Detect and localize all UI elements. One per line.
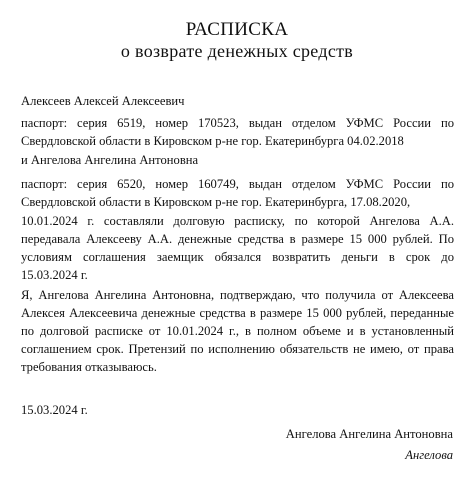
creditor-passport-line-1: паспорт: серия 6520, номер 160749, выдан отделом УФМС России по (21, 177, 454, 191)
confirmation-paragraph-line-1: Я, Ангелова Ангелина Антоновна, подтверждаю, что получила от Алексеева (21, 288, 454, 302)
debtor-passport-line-2: Свердловской области в Кировском р-не гор. Екатеринбурга 04.02.2018 (21, 134, 404, 148)
creditor-passport (21, 175, 454, 211)
document-date-text: 15.03.2024 г. (21, 403, 88, 417)
confirmation-paragraph-line-3: по долговой расписке от 10.01.2024 г., в полном объеме и в установленный (21, 324, 454, 338)
confirmation-paragraph-line-2: Алексея Алексеевича денежные средства в размере 15 000 рублей, переданные (21, 306, 454, 320)
document-title: РАСПИСКА (185, 19, 289, 40)
confirmation-paragraph-line-5: требования отказываюсь. (21, 360, 157, 374)
signatory-name: Ангелова Ангелина Антоновна (285, 427, 453, 441)
confirmation-paragraph-line-4: соглашением срок. Претензий по исполнению обязательств не имею, от права (21, 342, 454, 356)
debtor-passport (21, 114, 454, 150)
loan-paragraph-line-2: передавала Алексееву А.А. денежные средства в размере 15 000 рублей. По (21, 232, 454, 246)
debtor-passport-line-1: паспорт: серия 6519, номер 170523, выдан отделом УФМС России по (21, 116, 454, 130)
document-subtitle: о возврате денежных средств (120, 41, 354, 61)
loan-paragraph-line-1: 10.01.2024 г. составляли долговую расписку, по которой Ангелова А.А. (21, 214, 454, 228)
confirmation-paragraph (21, 286, 454, 376)
document-date (21, 401, 454, 419)
creditor-intro-text: и Ангелова Ангелина Антоновна (21, 153, 199, 167)
debtor-name (21, 92, 454, 110)
creditor-passport-line-2: Свердловской области в Кировском р-не гор. Екатеринбурга, 17.08.2020, (21, 195, 411, 209)
loan-paragraph-line-3: условиям соглашения заемщик обязался возвратить деньги в срок до (21, 250, 454, 264)
loan-paragraph-line-4: 15.03.2024 г. (21, 268, 88, 282)
loan-paragraph (21, 212, 454, 284)
creditor-intro (21, 151, 454, 169)
signature: Ангелова (405, 448, 453, 462)
debtor-name-text: Алексеев Алексей Алексеевич (21, 94, 185, 108)
